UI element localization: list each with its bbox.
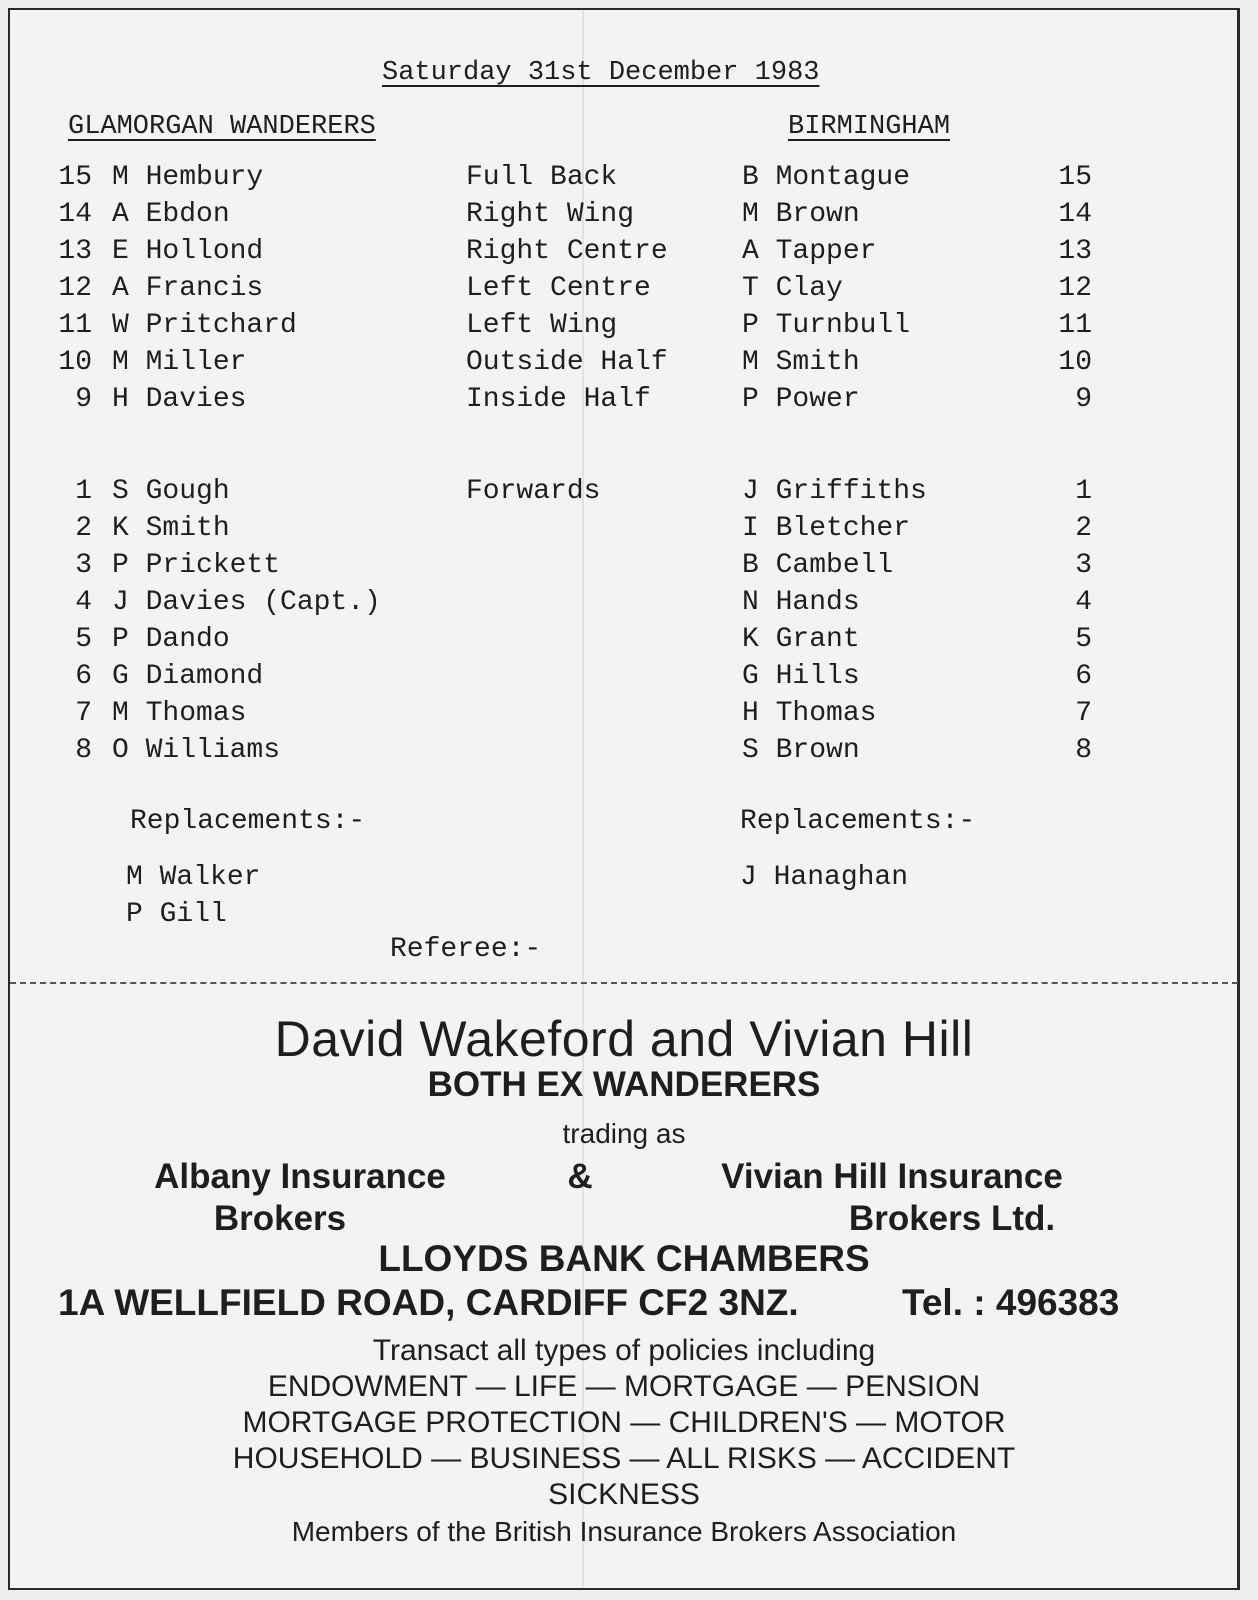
away-shirt-number: 1 — [1075, 476, 1092, 507]
home-shirt-number: 10 — [58, 347, 92, 378]
away-shirt-number: 7 — [1075, 698, 1092, 729]
home-shirt-number: 15 — [58, 162, 92, 193]
policies-line: SICKNESS — [548, 1478, 700, 1511]
home-player-name: P Dando — [112, 624, 230, 655]
policies-line: MORTGAGE PROTECTION — CHILDREN'S — MOTOR — [242, 1406, 1006, 1439]
away-shirt-number: 11 — [1058, 310, 1092, 341]
lineup-row — [10, 735, 1242, 772]
away-player-name: M Smith — [742, 347, 860, 378]
lineup-row — [10, 698, 1242, 735]
away-shirt-number: 10 — [1058, 347, 1092, 378]
lineup-row — [10, 162, 1242, 199]
home-team-heading: GLAMORGAN WANDERERS — [68, 112, 376, 142]
home-player-name: P Prickett — [112, 550, 281, 581]
home-player-name: H Davies — [112, 384, 247, 415]
away-player-name: J Griffiths — [742, 476, 927, 507]
position-label: Left Wing — [466, 310, 618, 341]
home-player-name: J Davies (Capt.) — [112, 587, 381, 618]
broker-right — [692, 1156, 1092, 1240]
away-player-name: B Montague — [742, 162, 911, 193]
home-shirt-number: 12 — [58, 273, 92, 304]
lineup-row — [10, 347, 1242, 384]
home-shirt-number: 11 — [58, 310, 92, 341]
home-replacements-label: Replacements:- — [130, 806, 366, 837]
home-shirt-number: 8 — [75, 735, 92, 766]
home-shirt-number: 6 — [75, 661, 92, 692]
home-shirt-number: 3 — [75, 550, 92, 581]
lineup-row — [10, 199, 1242, 236]
away-team-heading: BIRMINGHAM — [788, 112, 951, 142]
lineup-row — [10, 236, 1242, 273]
advert-transact: Transact all types of policies including — [372, 1334, 876, 1367]
lineup-row — [10, 550, 1242, 587]
lineup-row — [10, 513, 1242, 550]
home-shirt-number: 7 — [75, 698, 92, 729]
broker-left-line2: Brokers — [213, 1199, 347, 1238]
away-player-name: I Bletcher — [742, 513, 911, 544]
away-player-name: A Tapper — [742, 236, 877, 267]
away-replacements-label: Replacements:- — [740, 806, 976, 837]
home-player-name: A Francis — [112, 273, 264, 304]
policies-line: ENDOWMENT — LIFE — MORTGAGE — PENSION — [267, 1370, 981, 1403]
home-player-name: E Hollond — [112, 236, 264, 267]
away-player-name: S Brown — [742, 735, 860, 766]
position-label: Full Back — [466, 162, 618, 193]
advert-title: David Wakeford and Vivian Hill — [274, 1011, 974, 1067]
referee-label: Referee:- — [390, 934, 542, 965]
away-shirt-number: 15 — [1058, 162, 1092, 193]
away-player-name: M Brown — [742, 199, 860, 230]
away-player-name: T Clay — [742, 273, 843, 304]
forwards-label: Forwards — [466, 476, 601, 507]
home-shirt-number: 9 — [75, 384, 92, 415]
away-shirt-number: 4 — [1075, 587, 1092, 618]
home-player-name: K Smith — [112, 513, 230, 544]
home-replacement-player: M Walker — [126, 862, 261, 893]
advert-trading-as: trading as — [562, 1118, 686, 1149]
lineup-row — [10, 476, 1242, 513]
broker-right-line2: Brokers Ltd. — [848, 1199, 1056, 1238]
cut-line-divider — [10, 982, 1238, 984]
home-shirt-number: 1 — [75, 476, 92, 507]
home-player-name: M Miller — [112, 347, 247, 378]
home-player-name: S Gough — [112, 476, 230, 507]
lineup-row — [10, 310, 1242, 347]
position-label: Left Centre — [466, 273, 651, 304]
away-player-name: B Cambell — [742, 550, 894, 581]
home-shirt-number: 2 — [75, 513, 92, 544]
home-shirt-number: 13 — [58, 236, 92, 267]
advert-telephone: Tel. : 496383 — [902, 1282, 1120, 1323]
advert-address: 1A WELLFIELD ROAD, CARDIFF CF2 3NZ. — [58, 1282, 799, 1323]
away-replacement-player: J Hanaghan — [740, 862, 909, 893]
position-label: Right Wing — [466, 199, 635, 230]
position-label: Right Centre — [466, 236, 668, 267]
away-shirt-number: 14 — [1058, 199, 1092, 230]
policies-line: HOUSEHOLD — BUSINESS — ALL RISKS — ACCIDENT — [232, 1442, 1016, 1475]
advert-building: LLOYDS BANK CHAMBERS — [378, 1238, 870, 1279]
away-shirt-number: 2 — [1075, 513, 1092, 544]
away-player-name: G Hills — [742, 661, 860, 692]
match-programme-page — [8, 8, 1240, 1590]
home-player-name: M Hembury — [112, 162, 264, 193]
away-shirt-number: 3 — [1075, 550, 1092, 581]
home-shirt-number: 14 — [58, 199, 92, 230]
home-player-name: O Williams — [112, 735, 281, 766]
away-shirt-number: 5 — [1075, 624, 1092, 655]
away-shirt-number: 12 — [1058, 273, 1092, 304]
advert-subtitle: BOTH EX WANDERERS — [427, 1065, 821, 1104]
away-shirt-number: 9 — [1075, 384, 1092, 415]
away-player-name: P Turnbull — [742, 310, 911, 341]
away-shirt-number: 13 — [1058, 236, 1092, 267]
home-player-name: W Pritchard — [112, 310, 297, 341]
lineup-row — [10, 661, 1242, 698]
home-player-name: M Thomas — [112, 698, 247, 729]
away-shirt-number: 6 — [1075, 661, 1092, 692]
lineup-row — [10, 587, 1242, 624]
home-replacement-player: P Gill — [126, 899, 227, 930]
lineup-row — [10, 384, 1242, 421]
broker-left-line1: Albany Insurance — [154, 1157, 446, 1196]
broker-left — [130, 1156, 470, 1240]
away-player-name: K Grant — [742, 624, 860, 655]
ampersand: & — [567, 1157, 593, 1196]
advert-members: Members of the British Insurance Brokers Association — [291, 1516, 957, 1547]
position-label: Outside Half — [466, 347, 668, 378]
away-player-name: H Thomas — [742, 698, 877, 729]
home-player-name: G Diamond — [112, 661, 264, 692]
away-player-name: N Hands — [742, 587, 860, 618]
position-label: Inside Half — [466, 384, 651, 415]
away-shirt-number: 8 — [1075, 735, 1092, 766]
home-shirt-number: 5 — [75, 624, 92, 655]
lineup-row — [10, 624, 1242, 661]
away-player-name: P Power — [742, 384, 860, 415]
lineup-row — [10, 273, 1242, 310]
broker-right-line1: Vivian Hill Insurance — [721, 1157, 1063, 1196]
match-date: Saturday 31st December 1983 — [382, 58, 820, 88]
home-shirt-number: 4 — [75, 587, 92, 618]
home-player-name: A Ebdon — [112, 199, 230, 230]
